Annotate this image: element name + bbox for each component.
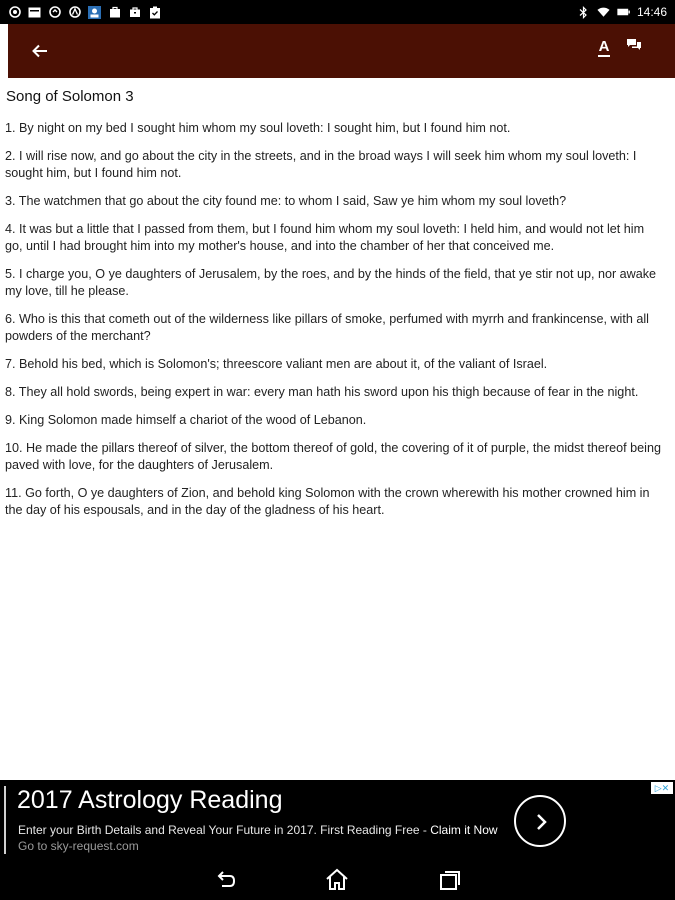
verse-item[interactable]: 9. King Solomon made himself a chariot of the wood of Lebanon. [5, 413, 367, 427]
back-button[interactable] [28, 39, 52, 63]
bag-icon [108, 6, 121, 19]
profile-icon [88, 6, 101, 19]
bluetooth-icon [577, 6, 590, 19]
font-size-icon: A [598, 38, 610, 55]
status-bar [0, 0, 675, 24]
back-icon [213, 867, 239, 893]
ad-description-text: Enter your Birth Details and Reveal Your Future in 2017. First Reading Free - [18, 823, 427, 837]
ad-source-link[interactable]: Go to sky-request.com [18, 839, 139, 853]
ad-banner[interactable] [0, 780, 675, 860]
verse-item[interactable]: 4. It was but a little that I passed from them, but I found him whom my soul loveth: I held him, and would not let him go, until I had brought him into my mother's house, and into the chamber of her that conceived me. [5, 222, 645, 253]
navigation-bar [0, 860, 675, 900]
ad-title[interactable]: 2017 Astrology Reading [17, 786, 283, 814]
home-icon [324, 867, 350, 893]
arrow-left-icon [28, 39, 52, 63]
verse-item[interactable]: 5. I charge you, O ye daughters of Jerusalem, by the roes, and by the hinds of the field, that ye stir not up, nor awake my love, till he please. [5, 267, 657, 298]
wifi-icon [597, 6, 610, 19]
clipboard-icon [148, 6, 161, 19]
clock: 14:46 [636, 5, 667, 19]
nav-home-button[interactable] [324, 867, 350, 893]
verse-item[interactable]: 1. By night on my bed I sought him whom my soul loveth: I sought him, but I found him not. [5, 121, 511, 135]
nav-recents-button[interactable] [437, 867, 463, 893]
briefcase-icon [128, 6, 141, 19]
app-toolbar [8, 24, 675, 78]
verse-item[interactable]: 8. They all hold swords, being expert in war: every man hath his sword upon his thigh because of fear in the night. [5, 385, 639, 399]
chevron-right-icon [529, 810, 553, 834]
ad-description [18, 822, 498, 854]
ad-open-button[interactable] [514, 795, 566, 847]
verse-item[interactable]: 7. Behold his bed, which is Solomon's; threescore valiant men are about it, of the valiant of Israel. [5, 357, 548, 371]
nav-back-button[interactable] [213, 867, 239, 893]
verse-item[interactable]: 2. I will rise now, and go about the city in the streets, and in the broad ways I will seek him whom my soul loveth: I sought him, but I found him not. [5, 149, 637, 180]
verse-item[interactable]: 11. Go forth, O ye daughters of Zion, and behold king Solomon with the crown wherewith his mother crowned him in the day of his espousals, and in the day of the gladness of his heart. [5, 486, 650, 517]
verse-list [5, 120, 663, 530]
verse-item[interactable]: 10. He made the pillars thereof of silver, the bottom thereof of gold, the covering of it of purple, the midst thereof being paved with love, for the daughters of Jerusalem. [5, 441, 661, 472]
system-icons [577, 4, 667, 20]
app-store-icon [68, 6, 81, 19]
notification-icons [8, 5, 161, 19]
chat-button[interactable] [626, 38, 650, 62]
chat-bubbles-icon [626, 38, 642, 52]
ad-cta-text[interactable]: Claim it Now [430, 823, 498, 837]
font-size-button[interactable] [596, 38, 612, 62]
sync-icon [48, 6, 61, 19]
verse-item[interactable]: 3. The watchmen that go about the city found me: to whom I said, Saw ye him whom my soul loveth? [5, 194, 567, 208]
chrome-icon [8, 6, 21, 19]
chapter-content [0, 78, 675, 780]
verse-item[interactable]: 6. Who is this that cometh out of the wilderness like pillars of smoke, perfumed with myrrh and frankincense, with all powders of the merchant? [5, 312, 649, 343]
ad-choices-icon[interactable]: ▷✕ [651, 782, 673, 794]
recents-icon [437, 867, 463, 893]
battery-icon [617, 6, 630, 19]
mail-icon [28, 6, 41, 19]
ad-divider [4, 786, 6, 854]
chapter-title: Song of Solomon 3 [6, 88, 134, 105]
